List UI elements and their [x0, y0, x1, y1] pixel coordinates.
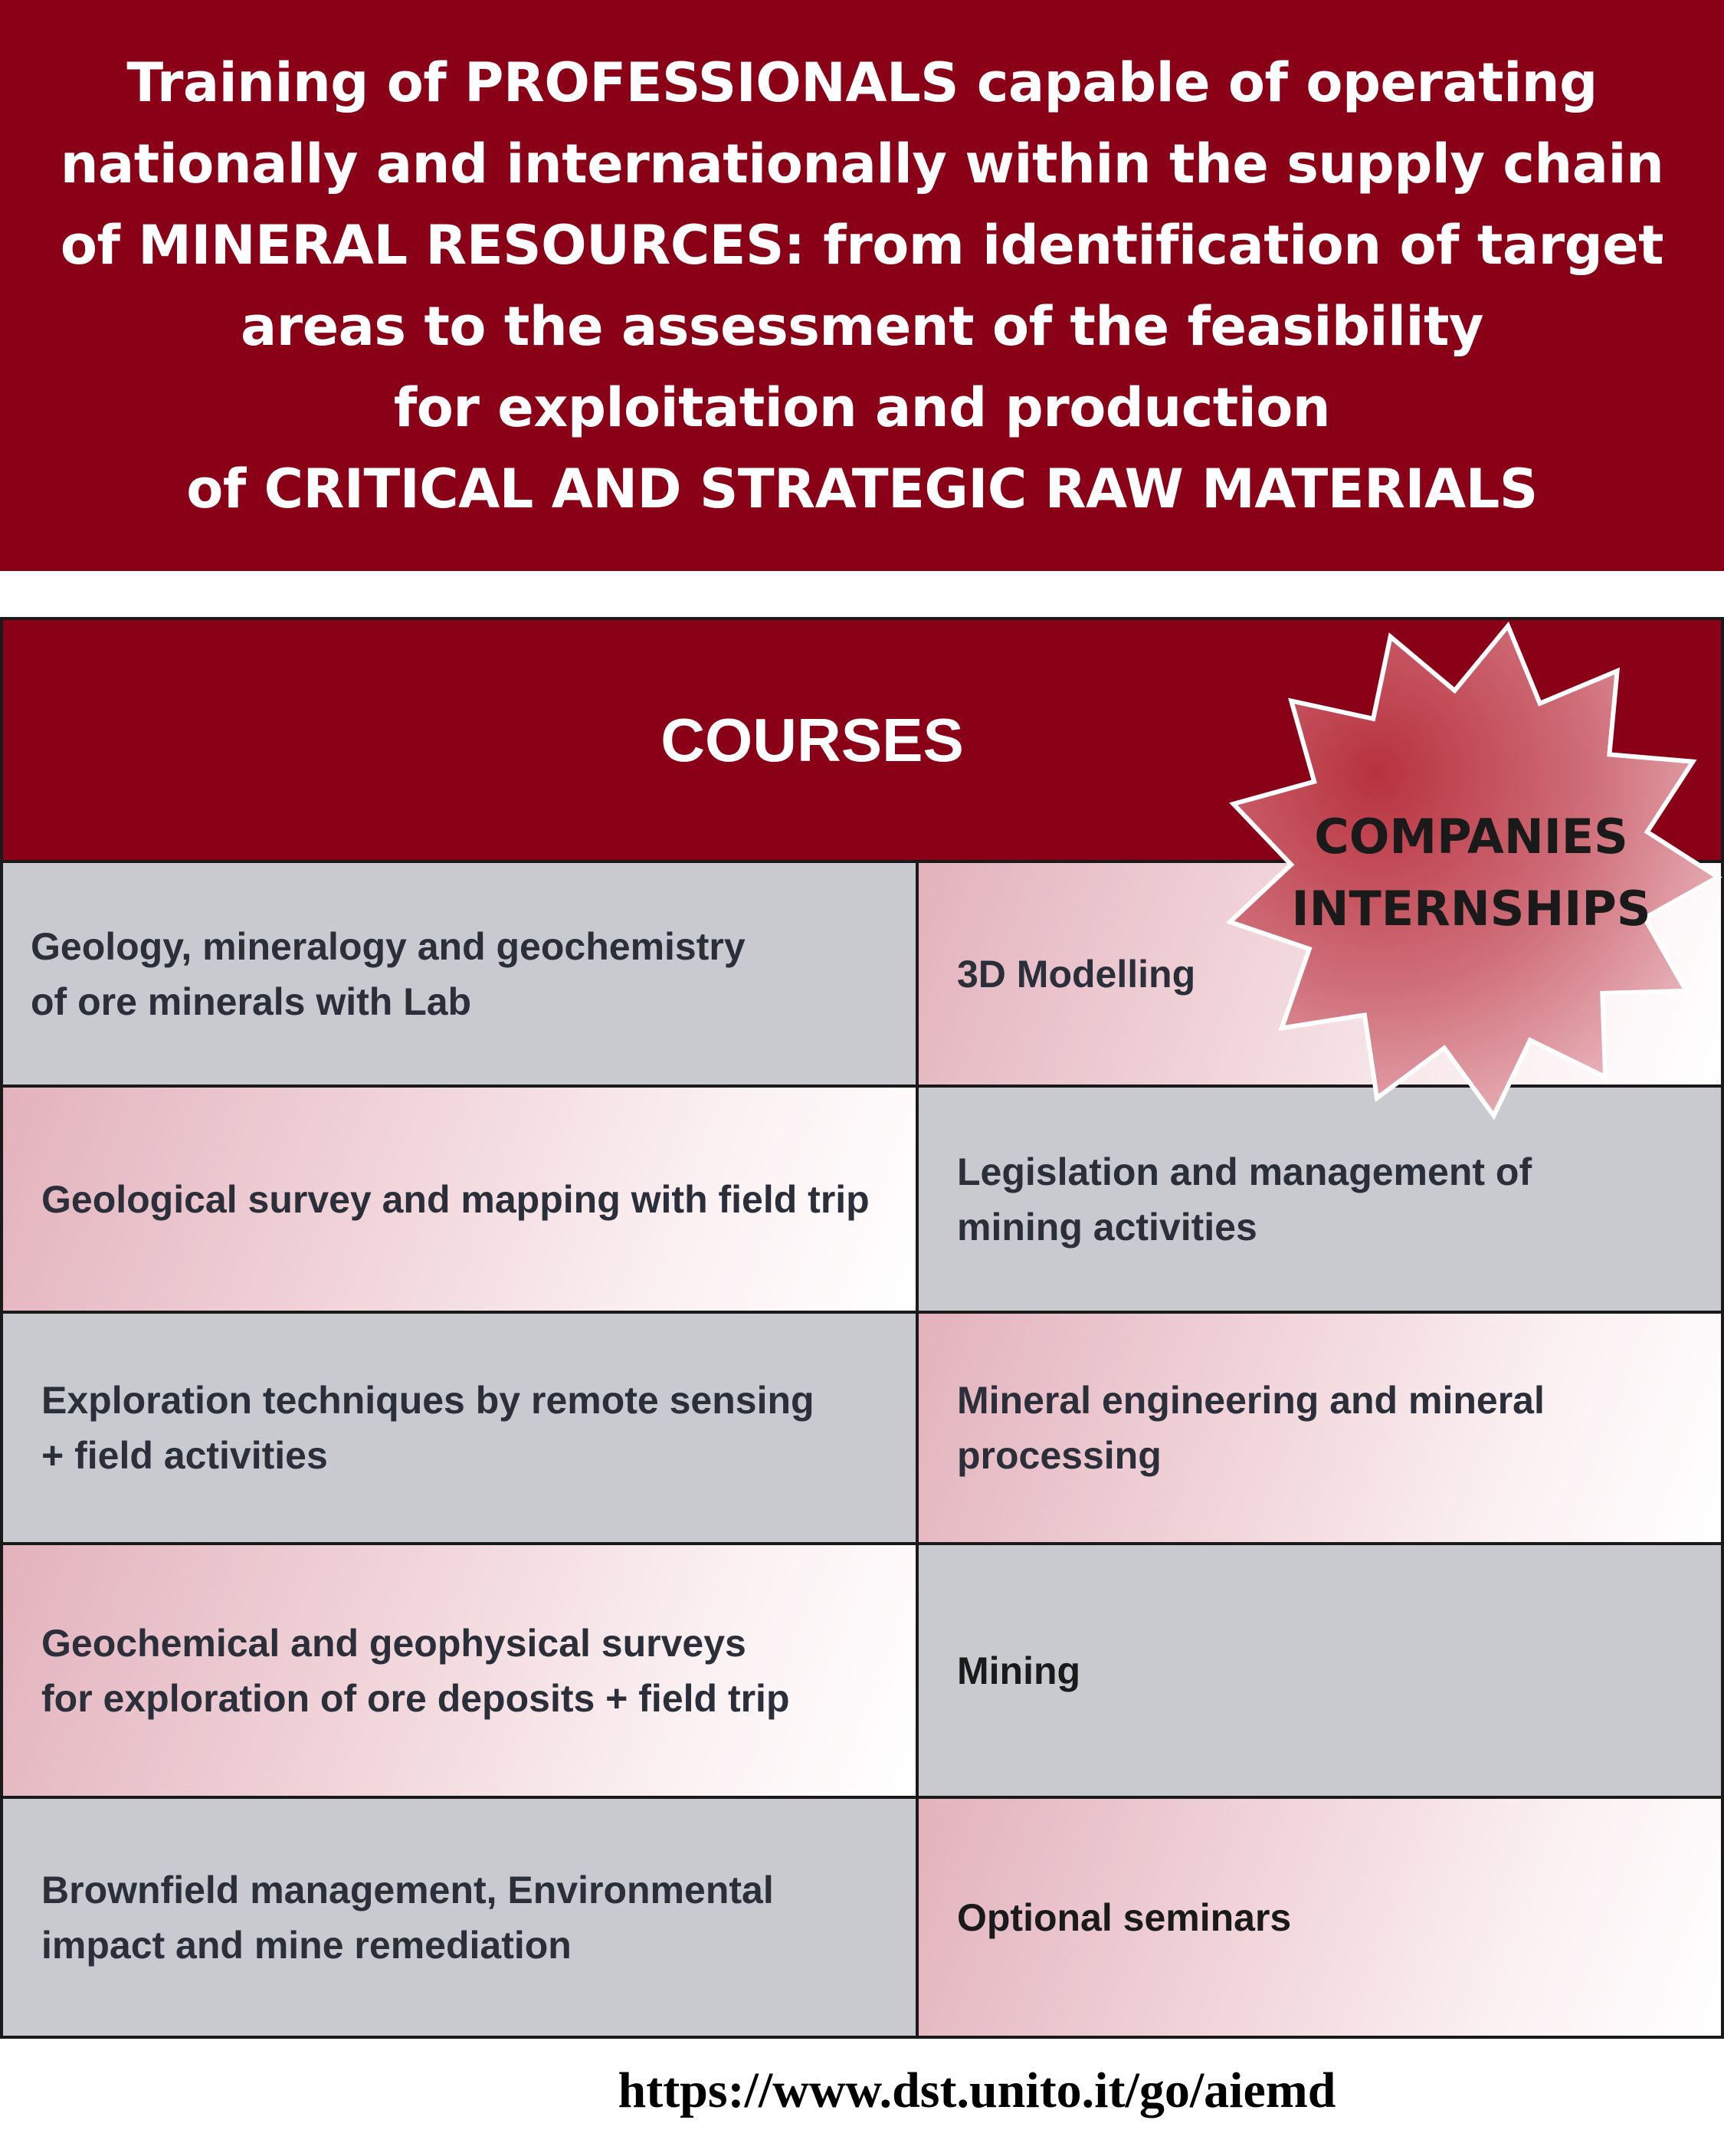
courses-header: COURSES [3, 620, 1721, 860]
course-label: Exploration techniques by remote sensing + field activities [41, 1379, 814, 1477]
website-url[interactable]: https://www.dst.unito.it/go/aiemd [618, 2062, 1336, 2118]
course-cell [3, 1796, 919, 2036]
title-banner [0, 0, 1724, 571]
banner-line: of MINERAL RESOURCES: from identification of target [60, 213, 1664, 277]
banner-line: for exploitation and production [393, 376, 1331, 439]
course-cell [919, 1542, 1721, 1796]
course-label: Mining [957, 1649, 1081, 1692]
course-label: 3D Modelling [957, 952, 1196, 996]
course-cell [919, 1311, 1721, 1542]
course-label: Geology, mineralogy and geochemistry of ore minerals with Lab [31, 924, 746, 1023]
course-label: Geological survey and mapping with field trip [41, 1177, 870, 1221]
banner-line: areas to the assessment of the feasibility [240, 294, 1484, 358]
banner-line: nationally and internationally within the supply chain [60, 132, 1664, 195]
course-label: Geochemical and geophysical surveys for exploration of ore deposits + field trip [41, 1621, 790, 1720]
companies-internships-badge [1218, 801, 1724, 945]
badge-line: COMPANIES [1314, 809, 1628, 865]
course-label: Legislation and management of mining activities [957, 1150, 1532, 1249]
course-cell [3, 1085, 919, 1311]
course-cell [919, 1796, 1721, 2036]
course-label: Optional seminars [957, 1895, 1292, 1939]
course-label: Brownfield management, Environmental impact and mine remediation [41, 1868, 774, 1967]
course-cell [3, 1311, 919, 1542]
course-label: Mineral engineering and mineral processing [957, 1379, 1545, 1477]
course-cell [3, 1542, 919, 1796]
banner-line: of CRITICAL AND STRATEGIC RAW MATERIALS [186, 457, 1538, 520]
badge-line: INTERNSHIPS [1291, 881, 1651, 937]
banner-line: Training of PROFESSIONALS capable of operating [126, 51, 1598, 114]
course-cell [3, 860, 919, 1085]
